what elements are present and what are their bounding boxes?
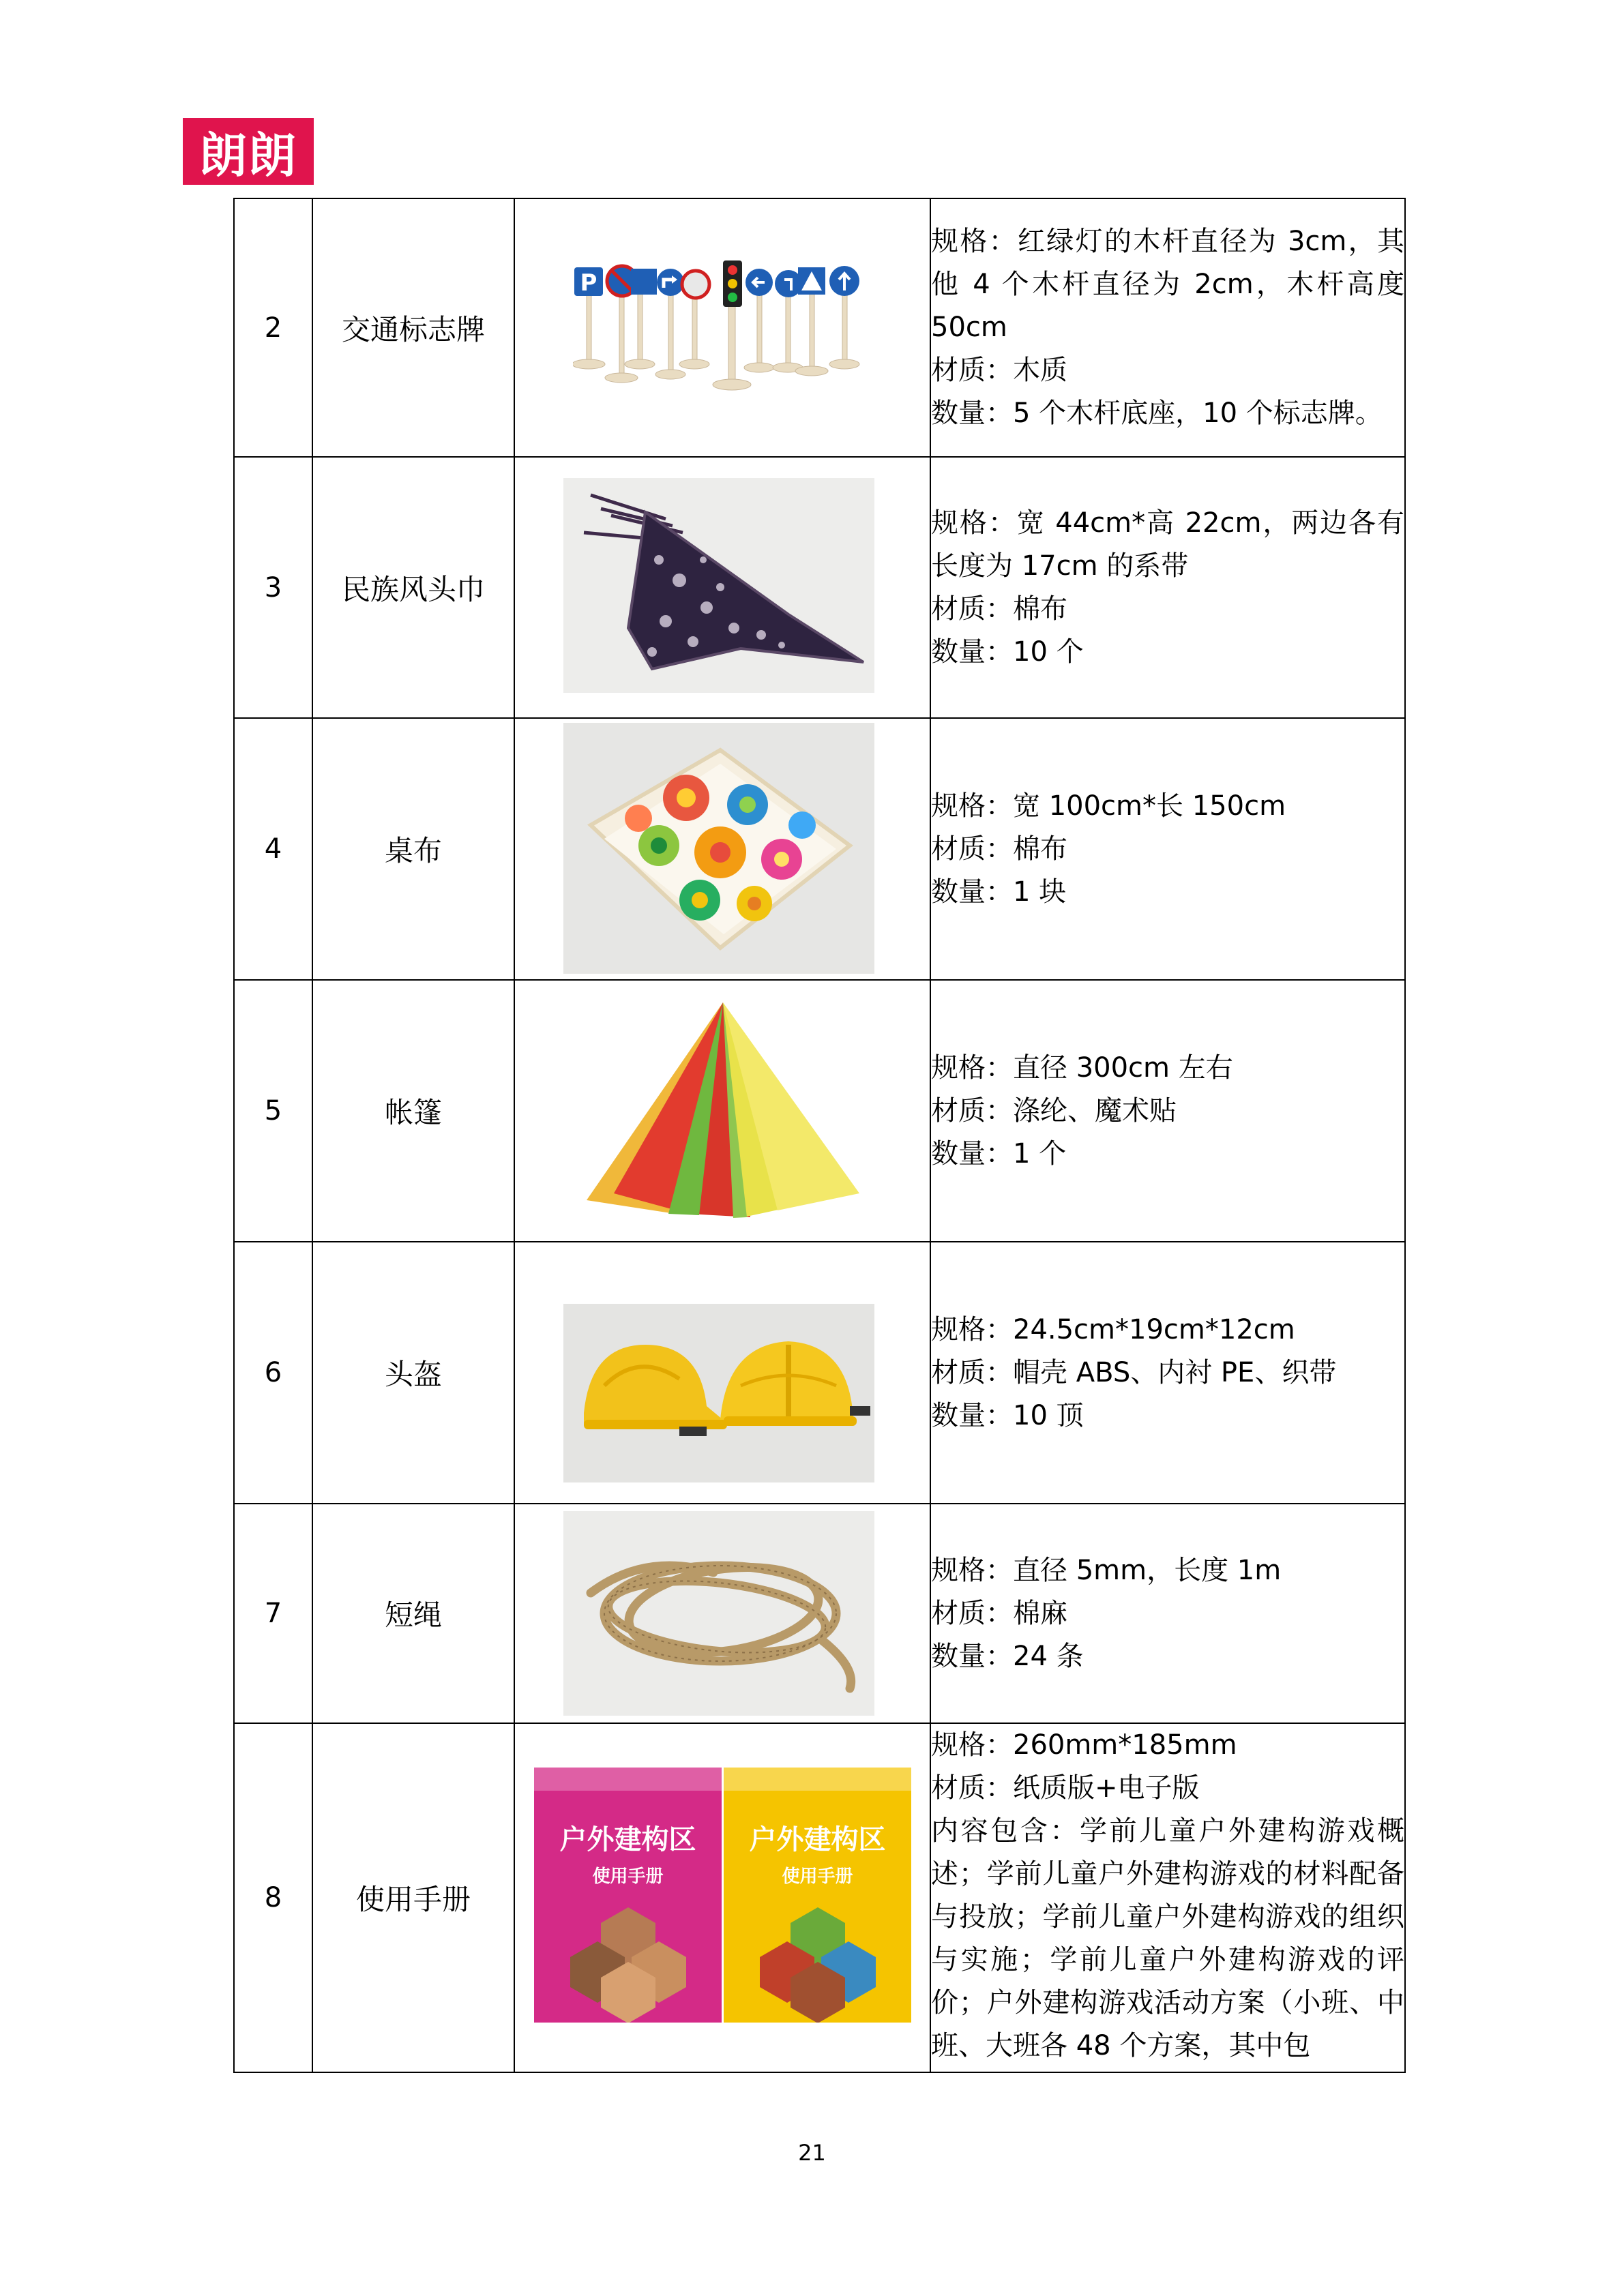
item-description bbox=[930, 1504, 1405, 1723]
item-description bbox=[930, 457, 1405, 718]
item-name: 民族风头巾 bbox=[312, 457, 514, 718]
material-text: 材质：木质 bbox=[931, 355, 1067, 386]
row-number: 2 bbox=[234, 198, 312, 457]
item-name: 头盔 bbox=[312, 1242, 514, 1504]
spec-text: 规格：24.5cm*19cm*12cm bbox=[931, 1313, 1295, 1345]
row-number: 8 bbox=[234, 1723, 312, 2072]
row-number: 7 bbox=[234, 1504, 312, 1723]
svg-text:P: P bbox=[580, 269, 597, 297]
spec-text: 规格：直径 300cm 左右 bbox=[931, 1052, 1233, 1084]
material-text: 材质：纸质版+电子版 bbox=[931, 1772, 1200, 1804]
manual-book-pink bbox=[534, 1768, 722, 2023]
manual-book-yellow bbox=[724, 1768, 911, 2023]
page-number: 21 bbox=[798, 2140, 826, 2166]
spec-text: 规格：红绿灯的木杆直径为 3cm，其他 4 个木杆直径为 2cm，木杆高度 50cm bbox=[931, 226, 1404, 343]
item-description bbox=[930, 1242, 1405, 1504]
quantity-text: 数量：10 顶 bbox=[931, 1399, 1084, 1431]
book-title: 户外建构区 bbox=[749, 1824, 886, 1855]
book-subtitle: 使用手册 bbox=[592, 1866, 664, 1887]
traffic-signs-image bbox=[514, 198, 930, 457]
helmet-image bbox=[514, 1242, 930, 1504]
material-text: 材质：棉布 bbox=[931, 593, 1067, 625]
material-text: 材质：棉麻 bbox=[931, 1597, 1067, 1629]
table-row bbox=[234, 1723, 1405, 2072]
item-description bbox=[930, 980, 1405, 1242]
item-name: 交通标志牌 bbox=[312, 198, 514, 457]
product-spec-table bbox=[233, 198, 1406, 2073]
row-number: 6 bbox=[234, 1242, 312, 1504]
table-row bbox=[234, 457, 1405, 718]
ethnic-headscarf-image bbox=[514, 457, 930, 718]
tent-image bbox=[514, 980, 930, 1242]
spec-text: 规格：260mm*185mm bbox=[931, 1729, 1237, 1761]
manual-books-image bbox=[514, 1723, 930, 2072]
quantity-text: 数量：24 条 bbox=[931, 1640, 1084, 1672]
material-text: 材质：涤纶、魔术贴 bbox=[931, 1094, 1177, 1127]
row-number: 4 bbox=[234, 718, 312, 980]
rope-image bbox=[514, 1504, 930, 1723]
table-row bbox=[234, 198, 1405, 457]
item-description bbox=[930, 718, 1405, 980]
item-name: 短绳 bbox=[312, 1504, 514, 1723]
material-text: 材质：棉布 bbox=[931, 833, 1067, 865]
quantity-text: 数量：5 个木杆底座，10 个标志牌。 bbox=[931, 398, 1383, 429]
item-description bbox=[930, 198, 1405, 457]
spec-text: 规格：宽 100cm*长 150cm bbox=[931, 790, 1286, 822]
quantity-text: 数量：1 个 bbox=[931, 1137, 1067, 1169]
spec-text: 规格：宽 44cm*高 22cm，两边各有长度为 17cm 的系带 bbox=[931, 507, 1404, 582]
quantity-text: 数量：10 个 bbox=[931, 636, 1084, 668]
book-title: 户外建构区 bbox=[559, 1824, 696, 1855]
book-subtitle: 使用手册 bbox=[782, 1866, 853, 1887]
content-text: 内容包含：学前儿童户外建构游戏概述；学前儿童户外建构游戏的材料配备与投放；学前儿童户外建构游戏的组织与实施；学前儿童户外建构游戏的评价；户外建构游戏活动方案（小班、中班、大班各 48 个方案，其中包 bbox=[931, 1815, 1404, 2061]
quantity-text: 数量：1 块 bbox=[931, 876, 1067, 908]
table-row bbox=[234, 980, 1405, 1242]
row-number: 3 bbox=[234, 457, 312, 718]
table-row bbox=[234, 718, 1405, 980]
row-number: 5 bbox=[234, 980, 312, 1242]
item-name: 帐篷 bbox=[312, 980, 514, 1242]
tablecloth-image bbox=[514, 718, 930, 980]
brand-logo: 朗朗 bbox=[183, 118, 314, 185]
spec-text: 规格：直径 5mm，长度 1m bbox=[931, 1554, 1282, 1586]
item-description bbox=[930, 1723, 1405, 2072]
item-name: 桌布 bbox=[312, 718, 514, 980]
material-text: 材质：帽壳 ABS、内衬 PE、织带 bbox=[931, 1356, 1337, 1388]
item-name: 使用手册 bbox=[312, 1723, 514, 2072]
table-row bbox=[234, 1242, 1405, 1504]
table-row bbox=[234, 1504, 1405, 1723]
